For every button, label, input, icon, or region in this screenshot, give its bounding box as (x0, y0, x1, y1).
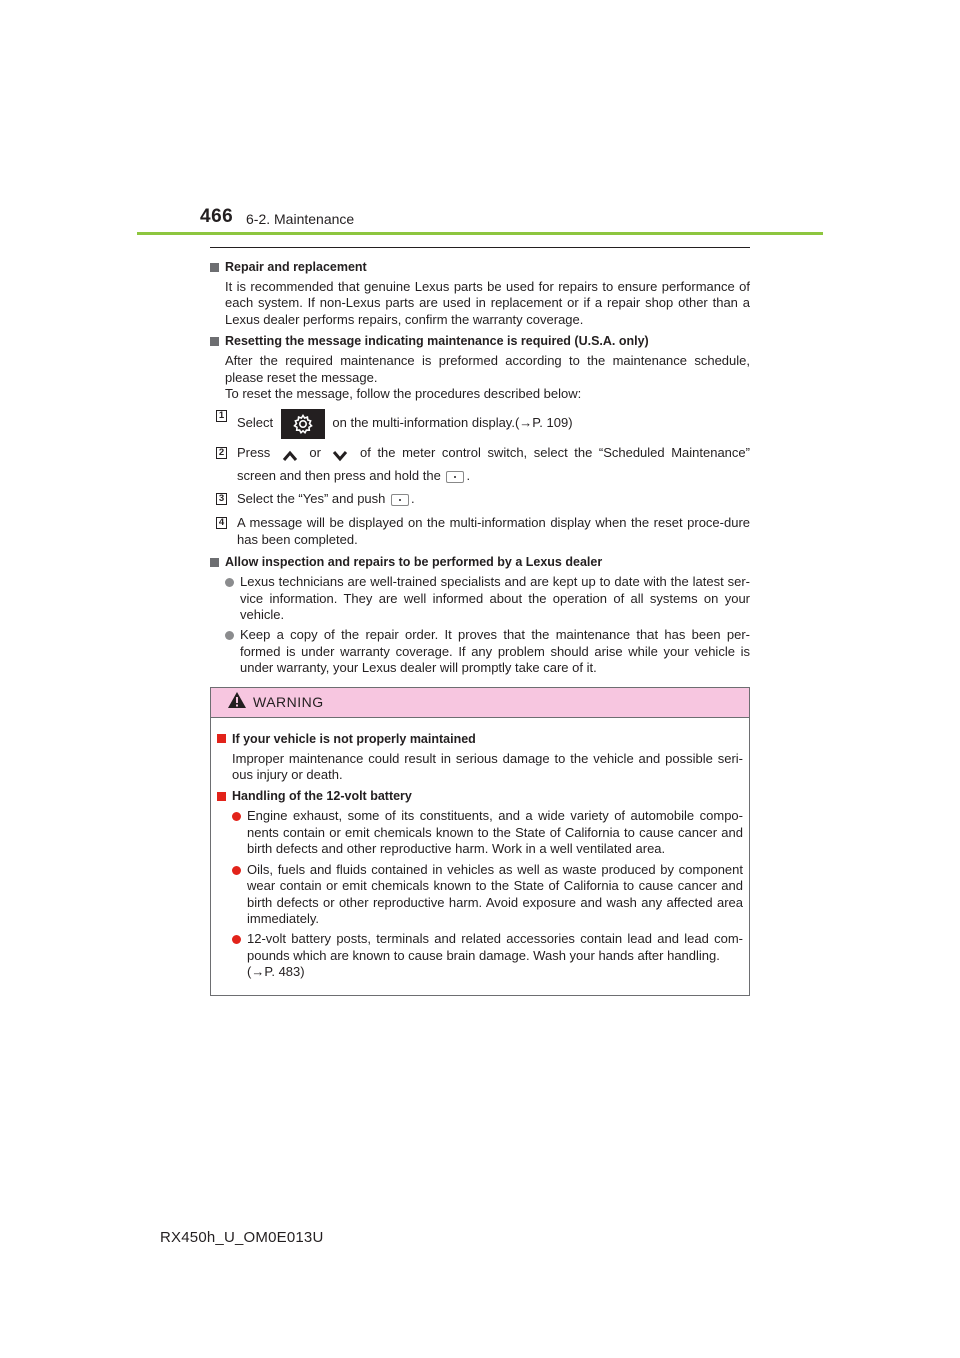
list-item: Lexus technicians are well-trained specialists and are kept up to date with the latest ser-vice information. They are well informed about the operation of all systems on your vehicle. (210, 574, 750, 623)
content (210, 247, 750, 996)
square-bullet-icon (210, 263, 219, 272)
warning-heading-1: If your vehicle is not properly maintained (217, 731, 743, 747)
top-rule (210, 247, 750, 248)
round-bullet-icon (232, 935, 241, 944)
page-number: 466 (200, 206, 234, 227)
chevron-down-icon (331, 447, 349, 461)
reset-text-1: After the required maintenance is preformed according to the maintenance schedule, please reset the message. (225, 353, 750, 385)
header-rule (137, 232, 823, 235)
allow-heading: Allow inspection and repairs to be performed by a Lexus dealer (210, 554, 750, 570)
step-number: 1 (216, 410, 227, 422)
repair-text: It is recommended that genuine Lexus parts be used for repairs to ensure performance of each system. If non-Lexus parts are used in replacement or if a repair shop other than a Lexus dealer performs repairs, confirm the warranty coverage. (225, 279, 750, 327)
step-1: 1 Select on the multi-information display.(→P. 109) (210, 408, 750, 439)
warning-title: WARNING (253, 694, 324, 711)
arrow-right-icon: → (251, 964, 265, 980)
gear-icon (281, 409, 325, 439)
model-code: RX450h_U_OM0E013U (160, 1229, 324, 1246)
list-item: Oils, fuels and fluids contained in vehicles as well as waste produced by component wear contain or emit chemicals known to the State of California to cause cancer and birth defects or other reproductive harm. Avoid exposure and wash any affected area immediately. (217, 862, 743, 928)
arrow-right-icon: → (519, 415, 533, 431)
step-number: 2 (216, 447, 227, 459)
warning-text-1: Improper maintenance could result in serious damage to the vehicle and possible seri-ous injury or death. (232, 750, 743, 783)
square-bullet-icon (217, 734, 226, 743)
round-bullet-icon (225, 578, 234, 587)
step-4: 4 A message will be displayed on the multi-information display when the reset proce-dure has been completed. (210, 515, 750, 548)
square-bullet-icon (210, 558, 219, 567)
warning-triangle-icon (227, 691, 247, 714)
square-bullet-icon (217, 792, 226, 801)
step-number: 4 (216, 517, 227, 529)
round-bullet-icon (232, 812, 241, 821)
list-item: Keep a copy of the repair order. It proves that the maintenance that has been per-formed is under warranty coverage. If any problem should arise while your vehicle is under warranty, your Lexus dealer will promptly take care of it. (210, 627, 750, 676)
enter-button-icon (446, 471, 464, 483)
warning-body (211, 718, 749, 995)
reset-heading: Resetting the message indicating maintenance is required (U.S.A. only) (210, 333, 750, 349)
repair-heading: Repair and replacement (210, 259, 750, 275)
square-bullet-icon (210, 337, 219, 346)
list-item: 12-volt battery posts, terminals and related accessories contain lead and lead com-pounds which are known to cause brain damage. Wash your hands after handling. (→P. 483) (217, 931, 743, 980)
reset-text-2: To reset the message, follow the procedures described below: (225, 386, 582, 402)
chevron-up-icon (281, 447, 299, 461)
step-number: 3 (216, 493, 227, 505)
enter-button-icon (391, 494, 409, 506)
warning-header (211, 688, 749, 718)
step-2: 2 Press or of the meter control switch, select the “Scheduled Maintenance” screen and then press and hold the . (210, 441, 750, 487)
round-bullet-icon (232, 866, 241, 875)
list-item: Engine exhaust, some of its constituents, and a wide variety of automobile compo-nents contain or emit chemicals known to the State of California to cause cancer and birth defects and other reproductive harm. Work in a well ventilated area. (217, 808, 743, 857)
warning-heading-2: Handling of the 12-volt battery (217, 788, 743, 804)
warning-box (210, 687, 750, 996)
round-bullet-icon (225, 631, 234, 640)
section-title: 6-2. Maintenance (246, 211, 355, 227)
step-3: 3 Select the “Yes” and push . (210, 491, 750, 507)
